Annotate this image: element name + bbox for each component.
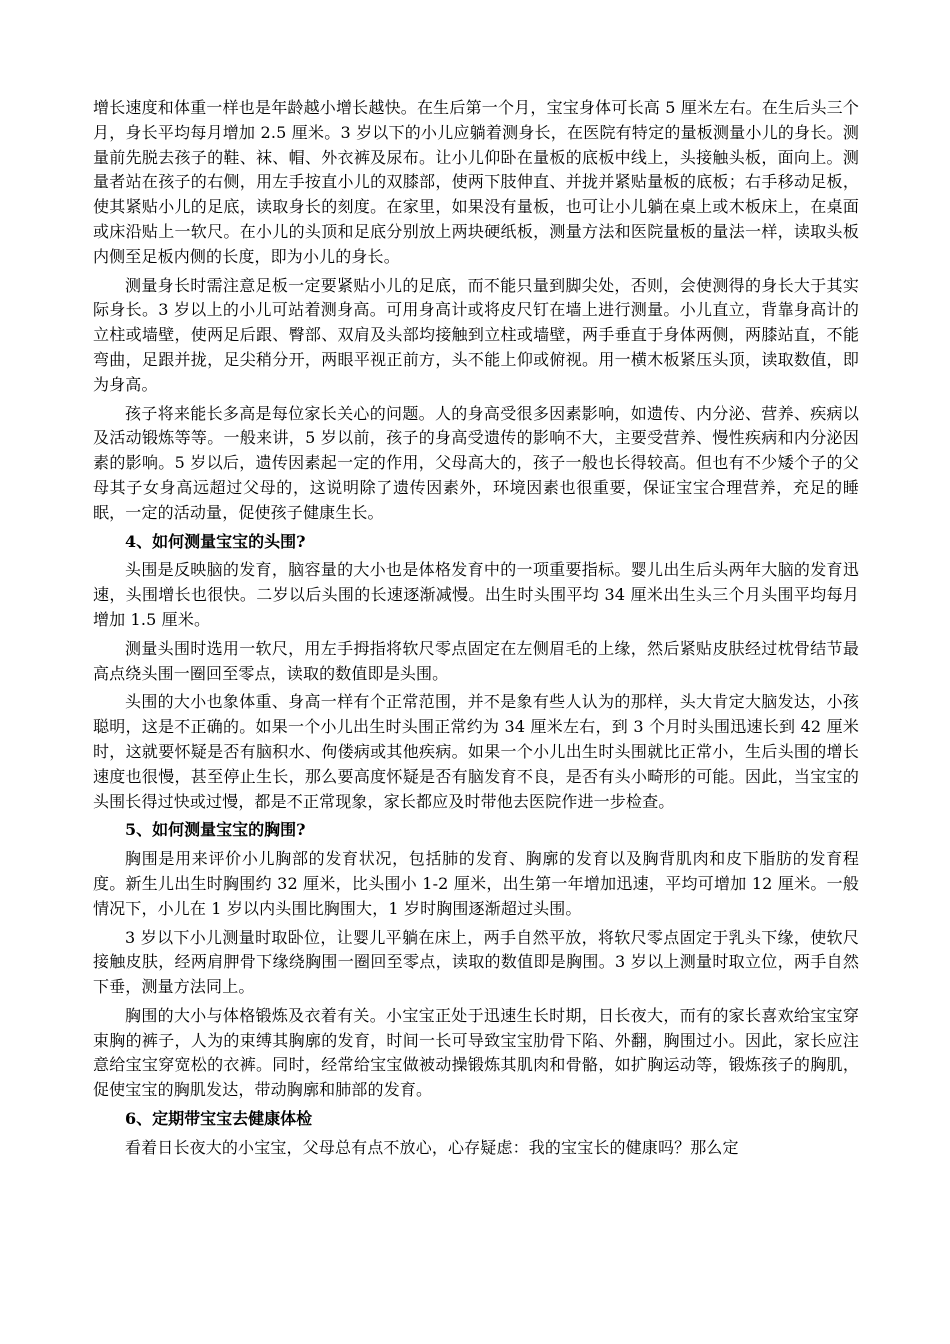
section-heading-health-checkup: 6、定期带宝宝去健康体检 — [125, 1109, 313, 1129]
paragraph-chest-development: 胸围是用来评价小儿胸部的发育状况，包括肺的发育、胸廓的发育以及胸背肌肉和皮下脂肪的发育程度。新生儿出生时胸围约 32 厘米，比头围小 1-2 厘米，出生第一年增加迅速，平均可增加 12 厘米。一般情况下，小儿在 1 岁以内头围比胸围大，1 岁时胸围逐渐超过头围。 — [93, 849, 859, 918]
paragraph-checkup-intro: 看着日长夜大的小宝宝，父母总有点不放心，心存疑虑：我的宝宝长的健康吗？那么定 — [125, 1137, 739, 1157]
paragraph-measure-notes: 测量身长时需注意足板一定要紧贴小儿的足底，而不能只量到脚尖处，否则，会使测得的身长大于其实际身长。3 岁以上的小儿可站着测身高。可用身高计或将皮尺钉在墙上进行测量。小儿直立，背靠身高计的立柱或墙壁，使两足后跟、臀部、双肩及头部均接触到立柱或墙壁，两手垂直于身体两侧，两膝站直，不能弯曲，足跟并拢，足尖稍分开，两眼平视正前方，头不能上仰或俯视。用一横木板紧压头顶，读取数值，即为身高。 — [93, 275, 859, 394]
paragraph-height-growth: 增长速度和体重一样也是年龄越小增长越快。在生后第一个月，宝宝身体可长高 5 厘米左右。在生后头三个月，身长平均每月增加 2.5 厘米。3 岁以下的小儿应躺着测身长，在医院有特定的量板测量小儿的身长。测量前先脱去孩子的鞋、袜、帽、外衣裤及尿布。让小儿仰卧在量板的底板中线上，头接触头板，面向上。测量者站在孩子的右侧，用左手按直小儿的双膝部，使两下肢伸直、并拢并紧贴量板的底板；右手移动足板，使其紧贴小儿的足底，读取身长的刻度。在家里，如果没有量板，也可让小儿躺在桌上或木板床上，在桌面或床沿贴上一软尺。在小儿的头顶和足底分别放上两块硬纸板，测量方法和医院量板的量法一样，读取头板内侧至足板内侧的长度，即为小儿的身长。 — [93, 98, 859, 266]
document-page — [93, 96, 859, 1165]
paragraph-chest-measure: 3 岁以下小儿测量时取卧位，让婴儿平躺在床上，两手自然平放，将软尺零点固定于乳头下缘，使软尺接触皮肤，经两肩胛骨下缘绕胸围一圈回至零点，读取的数值即是胸围。3 岁以上测量时取立位，两手自然下垂，测量方法同上。 — [93, 927, 859, 997]
paragraph-head-measure: 测量头围时选用一软尺，用左手拇指将软尺零点固定在左侧眉毛的上缘，然后紧贴皮肤经过枕骨结节最高点绕头围一圈回至零点，读取的数值即是头围。 — [93, 638, 859, 683]
section-heading-head-circumference: 4、如何测量宝宝的头围? — [125, 531, 306, 551]
paragraph-chest-clothing: 胸围的大小与体格锻炼及衣着有关。小宝宝正处于迅速生长时期，日长夜大，而有的家长喜欢给宝宝穿束胸的裤子，人为的束缚其胸廓的发育，时间一长可导致宝宝肋骨下陷、外翻，胸围过小。因此，家长应注意给宝宝穿宽松的衣裤。同时，经常给宝宝做被动操锻炼其肌肉和骨骼，如扩胸运动等，锻炼孩子的胸肌，促使宝宝的胸肌发达，带动胸廓和肺部的发育。 — [93, 1005, 859, 1100]
paragraph-height-factors: 孩子将来能长多高是每位家长关心的问题。人的身高受很多因素影响，如遗传、内分泌、营养、疾病以及活动锻炼等等。一般来讲，5 岁以前，孩子的身高受遗传的影响不大，主要受营养、慢性疾病和内分泌因素的影响。5 岁以后，遗传因素起一定的作用，父母高大的，孩子一般也长得较高。但也有不少矮个子的父母其子女身高远超过父母的，这说明除了遗传因素外，环境因素也很重要，保证宝宝合理营养，充足的睡眠，一定的活动量，促使孩子健康生长。 — [93, 403, 859, 522]
paragraph-head-range: 头围的大小也象体重、身高一样有个正常范围，并不是象有些人认为的那样，头大肯定大脑发达，小孩聪明，这是不正确的。如果一个小儿出生时头围正常约为 34 厘米左右，到 3 个月时头围迅速长到 42 厘米时，这就要怀疑是否有脑积水、佝偻病或其他疾病。如果一个小儿出生时头围就比正常小，生后头围的增长速度也很慢，甚至停止生长，那么要高度怀疑是否有脑发育不良，是否有头小畸形的可能。因此，当宝宝的头围长得过快或过慢，都是不正常现象，家长都应及时带他去医院作进一步检查。 — [93, 692, 859, 811]
section-heading-chest-circumference: 5、如何测量宝宝的胸围? — [125, 820, 306, 840]
paragraph-head-development: 头围是反映脑的发育，脑容量的大小也是体格发育中的一项重要指标。婴儿出生后头两年大脑的发育迅速，头围增长也很快。二岁以后头围的长速逐渐减慢。出生时头围平均 34 厘米出生头三个月头围平均每月增加 1.5 厘米。 — [93, 560, 859, 629]
